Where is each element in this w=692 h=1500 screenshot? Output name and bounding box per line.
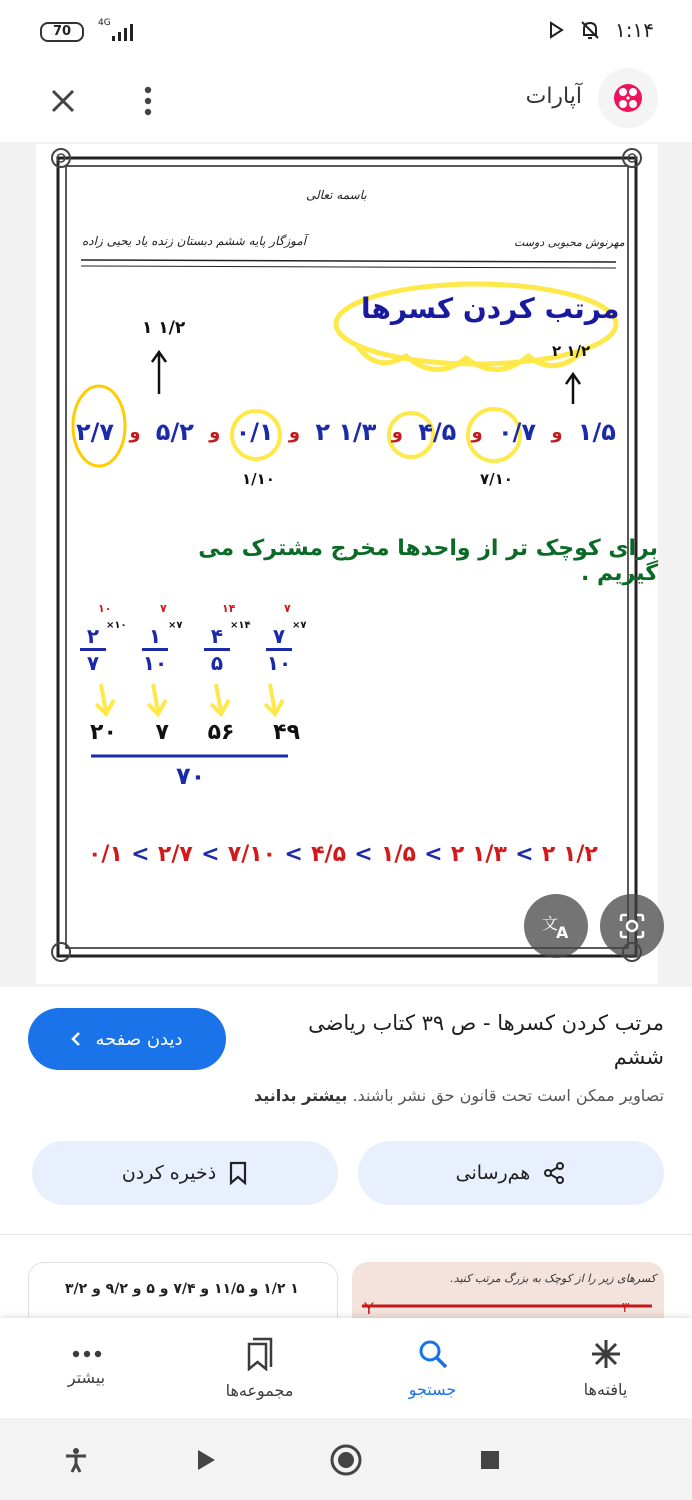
- red-mark: ۷: [160, 602, 167, 615]
- fraction-column: [80, 602, 310, 684]
- fraction-multiplier: ×۱۴: [230, 620, 251, 631]
- sequence-separator: و: [471, 421, 483, 443]
- accessibility-icon: [62, 1446, 90, 1474]
- fraction-item: [142, 602, 198, 675]
- lens-icon: [617, 911, 647, 941]
- product-value: ۴۹: [273, 720, 300, 745]
- close-icon: [50, 88, 76, 114]
- fraction-numerator: ۴: [204, 624, 230, 651]
- image-preview[interactable]: [0, 142, 692, 987]
- system-navigation: [0, 1418, 692, 1500]
- nav-collections-label: مجموعه‌ها: [225, 1380, 294, 1400]
- chevron-left-icon: [71, 1031, 81, 1047]
- learn-more-link[interactable]: بیشتر بدانید: [253, 1086, 348, 1105]
- translate-button[interactable]: [524, 894, 588, 958]
- nav-more[interactable]: [0, 1318, 173, 1418]
- sequence-item: ۵/۲: [155, 418, 194, 446]
- less-than-symbol: <: [515, 842, 534, 867]
- sequence-item: ۴/۵: [418, 418, 457, 446]
- save-label: ذخیره کردن: [121, 1162, 217, 1184]
- home-icon: [329, 1443, 363, 1477]
- ordered-item: ۰/۱: [88, 842, 123, 867]
- fraction-multiplier: ×۷: [168, 620, 183, 631]
- copyright-notice: [24, 1086, 664, 1105]
- view-page-label: دیدن صفحه: [95, 1028, 183, 1050]
- sequence-separator: و: [391, 421, 403, 443]
- less-than-symbol: <: [131, 842, 150, 867]
- worksheet-image: [36, 144, 658, 984]
- nav-more-label: بیشتر: [67, 1367, 106, 1387]
- network-type: 4G: [98, 18, 111, 28]
- fraction-item: [80, 602, 136, 675]
- signal-icon: [110, 22, 136, 42]
- fraction-denominator: ۱۰: [266, 651, 292, 675]
- home-button[interactable]: [326, 1440, 366, 1480]
- ordered-item: ۲ ۱/۳: [450, 842, 507, 867]
- product-value: ۲۰: [90, 720, 117, 745]
- play-icon: [195, 1448, 217, 1472]
- sequence-separator: و: [288, 421, 301, 443]
- common-denominator: ۷۰: [176, 762, 206, 790]
- instruction-text: برای کوچک تر از واحدها مخرج مشترک می گیریم .: [198, 536, 658, 586]
- svg-text:۳: ۳: [622, 1300, 630, 1316]
- clock: ۱:۱۴: [615, 18, 654, 42]
- conversion-above-right: ۲ ۱/۲: [552, 342, 591, 360]
- status-bar: [0, 0, 692, 62]
- fraction-numerator: ۲: [80, 624, 106, 651]
- fraction-multiplier: ×۷: [292, 620, 307, 631]
- close-button[interactable]: [40, 78, 86, 124]
- svg-text:Y: Y: [364, 1299, 374, 1318]
- products-row: [90, 720, 300, 745]
- sequence-item: ۱/۵: [577, 418, 616, 446]
- more-vert-icon: [144, 86, 152, 116]
- muted-bell-icon: [579, 19, 601, 41]
- red-mark: ۱۰: [98, 602, 112, 615]
- site-logo[interactable]: [598, 68, 658, 128]
- worksheet-title: مرتب کردن کسرها: [361, 292, 620, 325]
- more-options-button[interactable]: [128, 78, 168, 124]
- fraction-numerator: ۱: [142, 624, 168, 651]
- product-value: ۵۶: [207, 720, 235, 745]
- nav-discover-label: یافته‌ها: [583, 1379, 628, 1399]
- ordered-item: ۲ ۱/۲: [541, 842, 598, 867]
- sequence-item: ۰/۷: [498, 418, 537, 446]
- accessibility-button[interactable]: [56, 1440, 96, 1480]
- red-mark: ۱۴: [222, 602, 236, 615]
- fraction-item: [204, 602, 260, 675]
- result-title[interactable]: مرتب کردن کسرها - ص ۳۹ کتاب ریاضی ششم: [308, 1011, 664, 1069]
- nav-search[interactable]: [346, 1318, 519, 1418]
- less-than-symbol: <: [284, 842, 303, 867]
- fraction-sequence: [76, 418, 616, 446]
- conversion-above-left: ۱ ۱/۲: [142, 318, 186, 338]
- fraction-multiplier: ×۱۰: [106, 620, 127, 631]
- ordered-item: ۲/۷: [157, 842, 193, 867]
- ordered-item: ۷/۱۰: [227, 842, 277, 867]
- recents-button[interactable]: [470, 1440, 510, 1480]
- nav-discover[interactable]: [519, 1318, 692, 1418]
- worksheet-teacher: آموزگار پایه ششم دبستان زنده یاد یحیی زاده: [82, 234, 307, 248]
- conversion-below-left: ۱/۱۰: [242, 470, 275, 488]
- ordered-item: ۴/۵: [311, 842, 346, 867]
- fraction-numerator: ۷: [266, 624, 292, 651]
- conversion-below-right: ۷/۱۰: [480, 470, 513, 488]
- fraction-item: [266, 602, 322, 675]
- less-than-symbol: <: [354, 842, 373, 867]
- less-than-symbol: <: [424, 842, 443, 867]
- sequence-item: ۲/۷: [76, 418, 115, 446]
- related-left-text: ۱ ۱/۲ و ۱۱/۵ و ۷/۴ و ۵ و ۹/۲ و ۳/۲: [65, 1281, 299, 1297]
- svg-text:A: A: [556, 923, 569, 940]
- sequence-item: ۲ ۱/۳: [315, 418, 377, 446]
- search-icon: [417, 1338, 449, 1370]
- sequence-separator: و: [551, 421, 563, 443]
- fraction-denominator: ۷: [86, 651, 100, 675]
- nav-search-label: جستجو: [408, 1379, 457, 1399]
- sequence-separator: و: [129, 421, 141, 443]
- copyright-text: تصاویر ممکن است تحت قانون حق نشر باشند.: [352, 1086, 664, 1105]
- section-divider: [0, 1234, 692, 1235]
- more-horiz-icon: [72, 1350, 102, 1358]
- product-value: ۷: [155, 720, 169, 745]
- worksheet-student: مهرنوش محبوبی دوست: [514, 236, 625, 249]
- bottom-navigation: [0, 1318, 692, 1418]
- nav-collections[interactable]: [173, 1318, 346, 1418]
- ordered-item: ۱/۵: [381, 842, 416, 867]
- app-header: [0, 62, 692, 140]
- fraction-denominator: ۱۰: [142, 651, 168, 675]
- asterisk-icon: [590, 1338, 622, 1370]
- site-name[interactable]: آپارات: [525, 84, 582, 109]
- ordered-fractions: [88, 842, 598, 867]
- svg-text:文: 文: [542, 914, 559, 933]
- view-page-button[interactable]: [28, 1008, 226, 1070]
- less-than-symbol: <: [201, 842, 220, 867]
- share-icon: [542, 1161, 566, 1185]
- red-mark: ۷: [284, 602, 291, 615]
- collections-icon: [245, 1337, 275, 1371]
- worksheet-heading: باسمه تعالی: [306, 188, 367, 202]
- save-button[interactable]: [32, 1141, 338, 1205]
- share-label: هم‌رسانی: [455, 1162, 531, 1184]
- share-button[interactable]: [358, 1141, 664, 1205]
- play-button[interactable]: [186, 1440, 226, 1480]
- play-store-icon: [547, 21, 565, 39]
- fraction-denominator: ۵: [210, 651, 224, 675]
- bookmark-icon: [228, 1161, 248, 1185]
- stop-icon: [479, 1449, 501, 1471]
- aparat-logo-icon: [611, 81, 645, 115]
- translate-icon: [540, 912, 572, 940]
- sequence-item: ۰/۱: [235, 418, 274, 446]
- battery-indicator: 70: [40, 22, 84, 42]
- lens-button[interactable]: [600, 894, 664, 958]
- related-right-text: کسرهای زیر را از کوچک به بزرگ مرتب کنید.: [450, 1272, 656, 1285]
- sequence-separator: و: [209, 421, 221, 443]
